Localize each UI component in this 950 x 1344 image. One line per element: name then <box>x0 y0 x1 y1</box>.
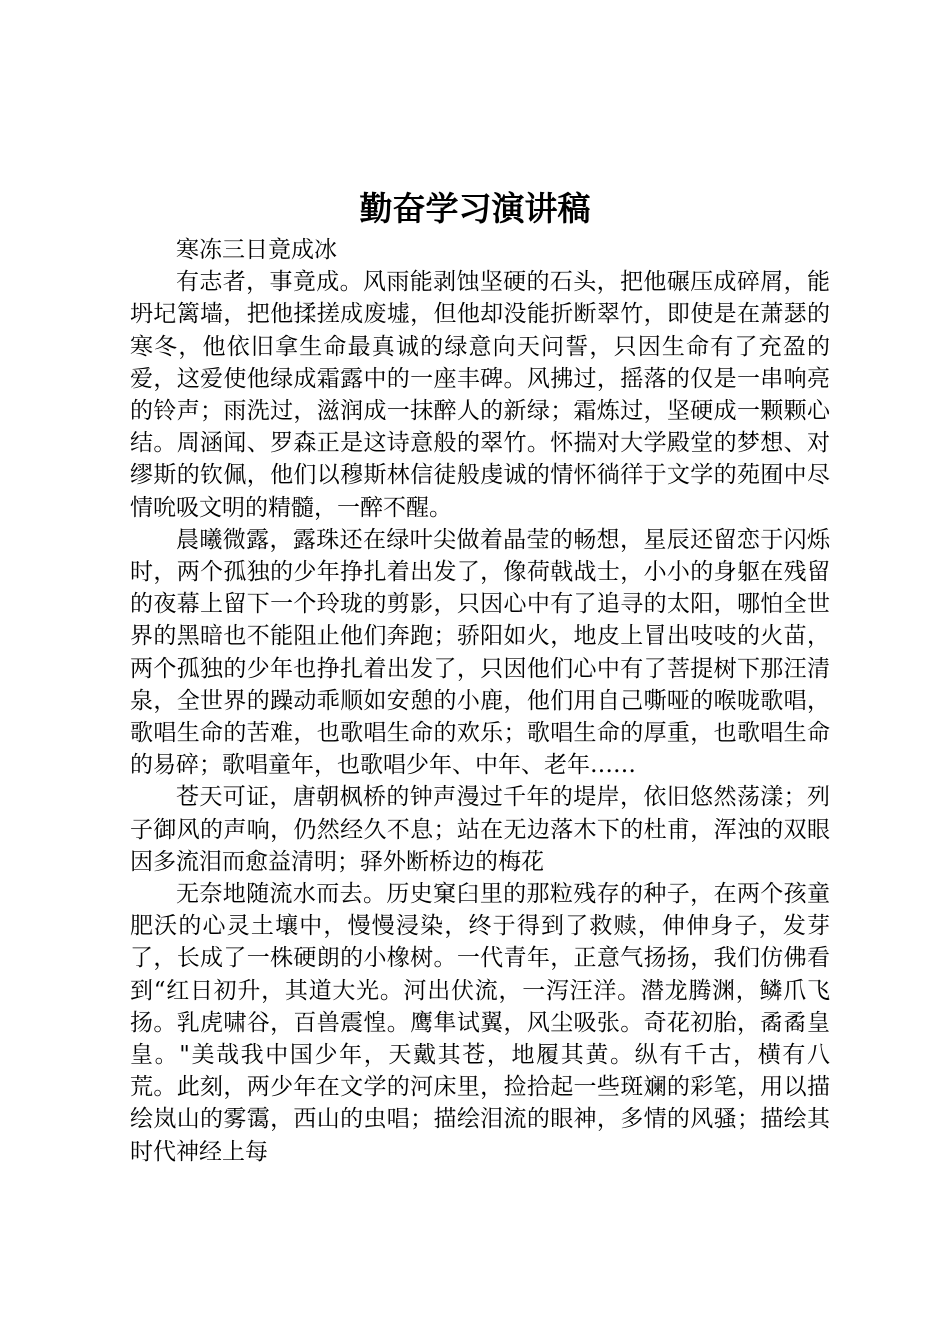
paragraph: 无奈地随流水而去。历史窠臼里的那粒残存的种子，在两个孩童肥沃的心灵土壤中，慢慢浸染，终于得到了救赎，伸伸身子，发芽了，长成了一株硬朗的小橡树。一代青年，正意气扬扬，我们仿佛看到“红日初升，其道大光。河出伏流，一泻汪洋。潜龙腾渊，鳞爪飞扬。乳虎啸谷，百兽震惶。鹰隼试翼，风尘吸张。奇花初胎，矞矞皇皇。"美哉我中国少年，天戴其苍，地履其黄。纵有千古，横有八荒。此刻，两少年在文学的河床里，捡拾起一些斑斓的彩笔，用以描绘岚山的雾霭，西山的虫唱；描绘泪流的眼神，多情的风骚；描绘其时代神经上每 <box>130 881 830 1165</box>
paragraph: 晨曦微露，露珠还在绿叶尖做着晶莹的畅想，星辰还留恋于闪烁时，两个孤独的少年挣扎着出发了，像荷戟战士，小小的身躯在残留的夜幕上留下一个玲珑的剪影，只因心中有了追寻的太阳，哪怕全世界的黑暗也不能阻止他们奔跑；骄阳如火，地皮上冒出吱吱的火苗，两个孤独的少年也挣扎着出发了，只因他们心中有了菩提树下那汪清泉，全世界的躁动乖顺如安憩的小鹿，他们用自己嘶哑的喉咙歌唱，歌唱生命的苦难，也歌唱生命的欢乐；歌唱生命的厚重，也歌唱生命的易碎；歌唱童年，也歌唱少年、中年、老年…… <box>130 526 830 779</box>
paragraph: 苍天可证，唐朝枫桥的钟声漫过千年的堤岸，依旧悠然荡漾；列子御风的声响，仍然经久不息；站在无边落木下的杜甫，浑浊的双眼因多流泪而愈益清明；驿外断桥边的梅花 <box>130 784 830 875</box>
page-title: 勤奋学习演讲稿 <box>359 189 591 228</box>
document-body <box>130 234 830 1168</box>
paragraph: 有志者，事竟成。风雨能剥蚀坚硬的石头，把他碾压成碎屑，能坍圮篱墙，把他揉搓成废墟，但他却没能折断翠竹，即使是在萧瑟的寒冬，他依旧拿生命最真诚的绿意向天问誓，只因生命有了充盈的爱，这爱使他绿成霜露中的一座丰碑。风拂过，摇落的仅是一串响亮的铃声；雨洗过，滋润成一抹醉人的新绿；霜炼过，坚硬成一颗颗心结。周涵闻、罗森正是这诗意般的翠竹。怀揣对大学殿堂的梦想、对缪斯的钦佩，他们以穆斯林信徒般虔诚的情怀徜徉于文学的苑囿中尽情吮吸文明的精髓，一醉不醒。 <box>130 269 830 521</box>
subtitle-line: 寒冻三日竟成冰 <box>176 237 337 263</box>
